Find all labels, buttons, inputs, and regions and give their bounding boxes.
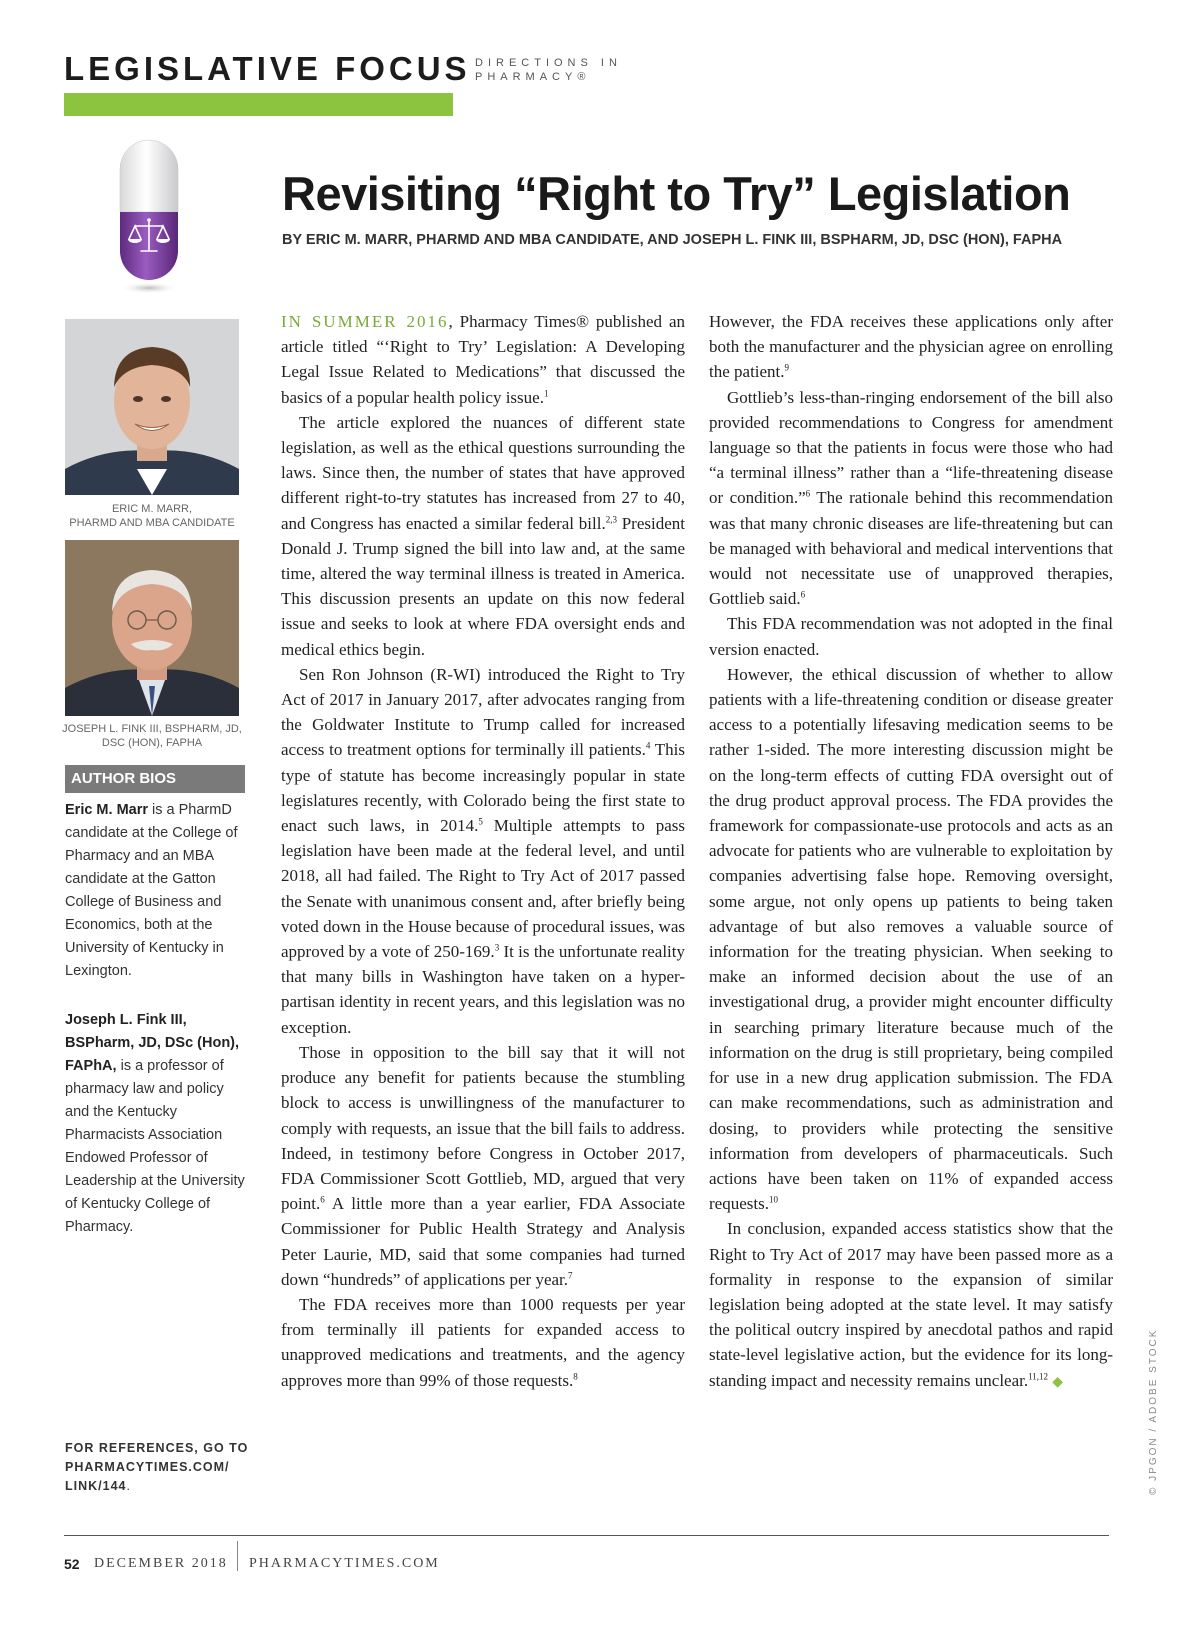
footer-divider	[237, 1541, 238, 1571]
paragraph-text: A little more than a year earlier, FDA Associate Commissioner for Public Health Strategy and Analysis Peter Laurie, MD, said that some companies had turned down “hundreds” of applications per year.	[281, 1194, 685, 1289]
paragraph	[709, 611, 1113, 661]
paragraph-text: However, the ethical discussion of whether to allow patients with a life-threatening condition or disease greater access to a potentially lifesaving medication seems to be rather 1-sided. The more interesting discussion might be on the long-term effects of cutting FDA oversight out of the drug product approval process. The FDA provides the framework for compassionate-use protocols and acts as an advocate for patients who are vulnerable to exploitation by companies advertising false hope. Removing oversight, some argue, not only opens up patients to being taken advantage of but also removes a valuable source of information for the treating physician. When seeking to make an informed decision about the use of an investigational drug, a provider might encounter difficulty in searching primary literature because much of the information on the drug is still proprietary, being compiled for use in a new drug application submission. The FDA can make recommendations, such as administration and dosing, to providers while protecting the sensitive information from developers of pharmaceuticals. Such actions have been taken on 11% of expanded access requests.	[709, 664, 1113, 1214]
paragraph-text: This FDA recommendation was not adopted in the final version enacted.	[709, 614, 1113, 659]
reference-marker: 11,12	[1028, 1370, 1049, 1381]
author-caption-fink	[60, 722, 244, 750]
reference-marker: 3	[494, 942, 500, 953]
paragraph	[281, 1040, 685, 1292]
paragraph-text: The rationale behind this recommendation was that many chronic diseases are life-threatening but can be managed with behavioral and medical interventions that would not necessitate use of unapproved therapies, Gottlieb said.	[709, 488, 1114, 609]
footer-rule	[64, 1535, 1109, 1536]
reference-marker: 4	[645, 740, 651, 751]
paragraph	[709, 309, 1113, 385]
paragraph	[281, 1292, 685, 1393]
references-link[interactable]: PHARMACYTIMES.COM/	[65, 1460, 230, 1474]
reference-marker: 9	[784, 362, 790, 373]
paragraph-text: President Donald J. Trump signed the bill into law and, at the same time, altered the way terminal illness is treated in America. This discussion presents an update on this now federal issue and seeks to look at where FDA oversight ends and medical ethics begin.	[281, 513, 685, 659]
reference-marker: 6	[800, 589, 806, 600]
paragraph-text: Sen Ron Johnson (R-WI) introduced the Right to Try Act of 2017 in January 2017, after advocates ranging from the Goldwater Institute to Trump called for increased access to treatment options for terminally ill patients.	[281, 664, 685, 760]
bio-name: Eric M. Marr	[65, 802, 148, 818]
lead-in: IN SUMMER 2016	[281, 312, 449, 331]
author-bio-fink	[65, 1009, 245, 1239]
bio-name: Joseph L. Fink III, BSPharm, JD, DSc (Hon), FAPhA,	[65, 1012, 240, 1074]
section-label: LEGISLATIVE FOCUS	[64, 50, 471, 87]
references-line: FOR REFERENCES, GO TO	[65, 1441, 249, 1455]
author-bios-header: AUTHOR BIOS	[65, 765, 245, 793]
reference-marker: 8	[573, 1370, 578, 1381]
photo-credit: © JPGON / ADOBE STOCK	[1148, 1328, 1159, 1495]
reference-marker: 10	[768, 1194, 778, 1205]
page-number: 52	[64, 1556, 80, 1572]
author-caption-marr	[60, 502, 244, 530]
paragraph-text: However, the FDA receives these applications only after both the manufacturer and the physician agree on enrolling the patient.	[709, 312, 1113, 382]
author-photo-fink	[65, 540, 239, 716]
caption-line: JOSEPH L. FINK III, BSPHARM, JD,	[62, 723, 242, 735]
reference-marker: 2,3	[605, 513, 617, 524]
end-mark-icon: ◆	[1052, 1374, 1064, 1390]
bio-text: is a professor of pharmacy law and policy and the Kentucky Pharmacists Association Endowed Professor of Leadership at the University of Kentucky College of Pharmacy.	[65, 1058, 245, 1235]
paragraph-text: , Pharmacy Times® published an article titled “‘Right to Try’ Legislation: A Developing Legal Issue Related to Medications” that discussed the basics of a popular health policy issue.	[281, 312, 685, 407]
paragraph	[709, 662, 1113, 1216]
paragraph	[709, 385, 1113, 612]
paragraph-text: Multiple attempts to pass legislation have been made at the federal level, and until 2018, all had failed. The Right to Try Act of 2017 passed the Senate with unanimous consent and, after briefly being voted down in the House because of procedural issues, was approved by a vote of 250-169.	[281, 816, 685, 962]
publication-site[interactable]: PHARMACYTIMES.COM	[249, 1556, 440, 1571]
paragraph-text: Gottlieb’s less-than-ringing endorsement of the bill also provided recommendations to Congress for amendment language so that the patients in focus were those who had “a terminal illness” rather than a “life-threatening disease or condition.”	[709, 387, 1113, 508]
section-sublabel-line2: PHARMACY®	[475, 71, 591, 83]
article-byline: BY ERIC M. MARR, PHARMD AND MBA CANDIDATE, AND JOSEPH L. FINK III, BSPHARM, JD, DSC (HON), FAPHA	[282, 232, 1063, 248]
author-photo-marr	[65, 319, 239, 495]
paragraph	[281, 662, 685, 1040]
paragraph	[709, 1216, 1113, 1394]
article-body-column-1	[281, 309, 685, 1393]
header-accent-bar	[64, 93, 453, 116]
bio-text: is a PharmD candidate at the College of Pharmacy and an MBA candidate at the Gatton College of Business and Economics, both at the University of Kentucky in Lexington.	[65, 802, 238, 979]
paragraph-text: Those in opposition to the bill say that it will not produce any benefit for patients because the stumbling block to access is unwillingness of the manufacturer to comply with requests, an issue that the bill fails to address. Indeed, in testimony before Congress in October 2017, FDA Commissioner Scott Gottlieb, MD, argued that very point.	[281, 1042, 685, 1214]
article-body-column-2	[709, 309, 1113, 1395]
paragraph-text: It is the unfortunate reality that many bills in Washington have taken on a hyper-partisan identity in recent years, and this legislation was no exception.	[281, 942, 685, 1037]
caption-line: DSC (HON), FAPHA	[101, 737, 203, 749]
paragraph-text: This type of statute has become increasingly popular in state legislatures recently, with Colorado being the first state to enact such laws, in 2014.	[281, 740, 686, 836]
paragraph-text: In conclusion, expanded access statistics show that the Right to Try Act of 2017 may have been passed more as a formality in response to the expansion of similar legislation being adopted at the state level. It may satisfy the political outcry inspired by anecdotal pathos and rapid state-level legislative action, but the evidence for its long-standing impact and necessity remains unclear.	[709, 1219, 1113, 1390]
paragraph	[281, 410, 685, 662]
article-title: Revisiting “Right to Try” Legislation	[282, 167, 1071, 220]
reference-marker: 6	[320, 1194, 325, 1205]
section-sublabel	[475, 56, 622, 84]
reference-marker: 5	[478, 816, 483, 827]
references-period: .	[126, 1479, 131, 1493]
reference-marker: 6	[805, 488, 811, 499]
references-link[interactable]: LINK/144	[65, 1479, 127, 1493]
caption-line: PHARMD AND MBA CANDIDATE	[69, 517, 235, 529]
references-note	[65, 1439, 255, 1496]
issue-date: DECEMBER 2018	[94, 1556, 228, 1571]
author-bio-marr	[65, 799, 245, 983]
section-sublabel-line1: DIRECTIONS IN	[475, 57, 622, 69]
reference-marker: 1	[543, 387, 549, 398]
paragraph-text: The article explored the nuances of different state legislation, as well as the ethical questions surrounding the laws. Since then, the number of states that have approved different right-to-try statutes has increased from 27 to 40, and Congress has enacted a similar federal bill.	[281, 412, 685, 533]
caption-line: ERIC M. MARR,	[111, 503, 193, 515]
pill-scales-icon	[118, 138, 180, 296]
reference-marker: 7	[568, 1270, 573, 1281]
paragraph-text: The FDA receives more than 1000 requests per year from terminally ill patients for expanded access to unapproved medications and treatments, and the agency approves more than 99% of those requests.	[281, 1294, 685, 1390]
paragraph	[281, 309, 685, 410]
